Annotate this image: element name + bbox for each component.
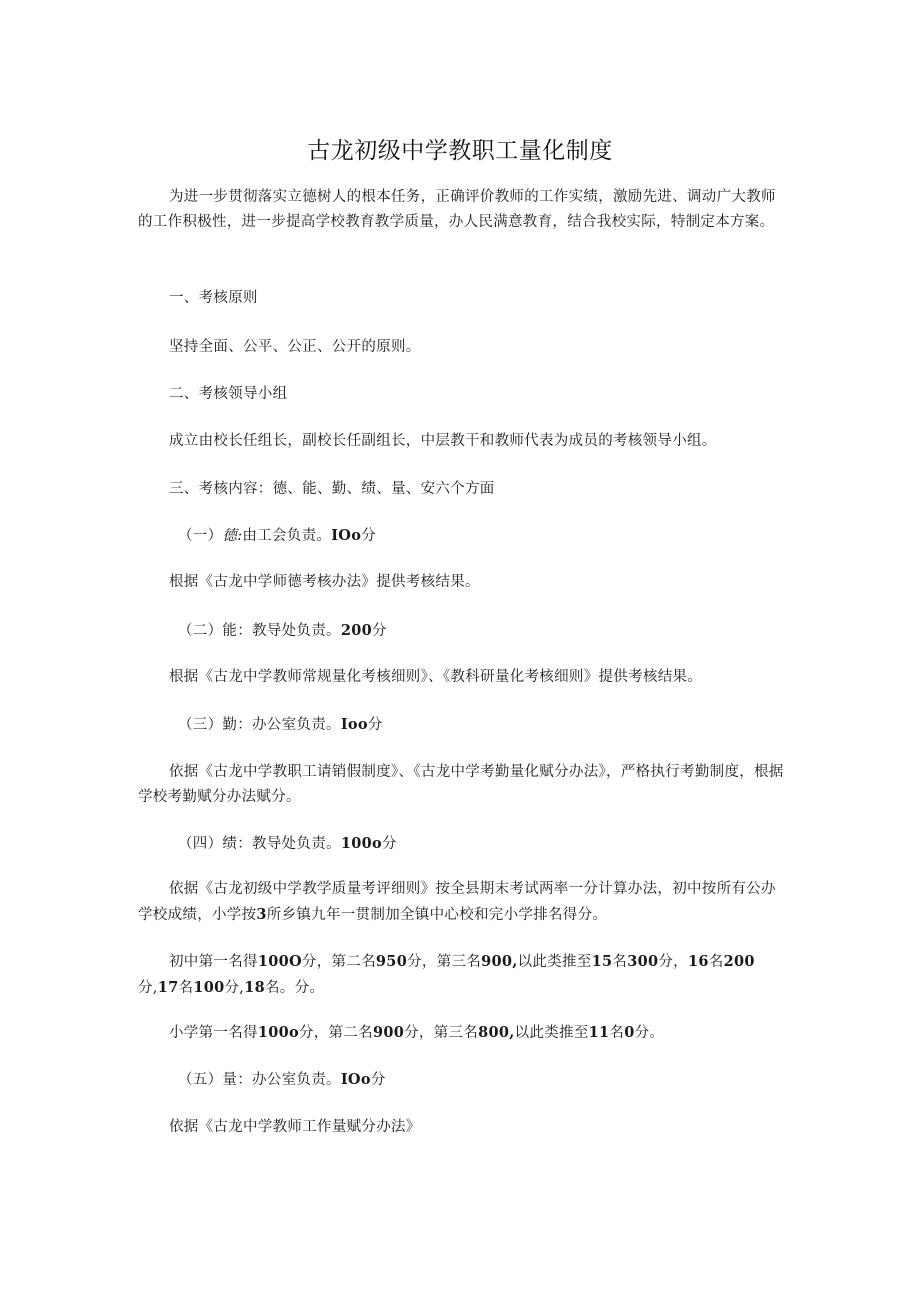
section2-body: 成立由校长任组长，副校长任副组长，中层教干和教师代表为成员的考核领导小组。 — [169, 433, 717, 449]
primary-number: 800, — [478, 1024, 515, 1041]
junior-text: 名 — [708, 954, 724, 970]
item2-prefix: （二）能：教导处负责。 — [178, 623, 341, 639]
item1-prefix: （一） — [178, 528, 223, 544]
primary-number: 11 — [588, 1024, 610, 1041]
section1-body: 坚持全面、公平、公正、公开的原则。 — [169, 339, 421, 355]
item2-heading — [138, 618, 788, 644]
item2-body: 根据《古龙中学教师常规量化考核细则》、《教科研量化考核细则》提供考核结果。 — [169, 669, 703, 685]
item5-heading — [138, 1067, 788, 1093]
junior-number: 300 — [627, 953, 659, 970]
junior-number: 15 — [591, 953, 613, 970]
item3-heading — [138, 712, 788, 738]
primary-number: 900 — [372, 1024, 405, 1041]
junior-number: 200 — [723, 953, 755, 970]
primary-text: 小学第一名得 — [169, 1025, 258, 1041]
junior-text: 分, — [224, 980, 245, 996]
item5-unit: 分 — [370, 1072, 386, 1088]
section1-heading: 一、考核原则 — [169, 290, 258, 306]
intro-paragraph: 为进一步贯彻落实立德树人的根本任务，正确评价教师的工作实绩，激励先进、调动广大教师的工作积极性，进一步提高学校教育教学质量，办人民满意教育，结合我校实际，特制定本方案。 — [138, 189, 776, 230]
item1-desc: 由工会负责。 — [242, 528, 332, 544]
junior-number: 950 — [375, 953, 408, 970]
item1-unit: 分 — [361, 528, 377, 544]
item4-junior-ranking — [138, 949, 788, 1001]
item4-body-text-a: 依据《古龙初级中学教学质量考评细则》按全县期末考试两率一分计算办法，初中按所有公办学校成绩，小学按 — [138, 881, 776, 923]
junior-text: 名 — [178, 980, 194, 996]
junior-text: 以此类推至 — [517, 954, 592, 970]
item3-body: 依据《古龙中学教职工请销假制度》、《古龙中学考勤量化赋分办法》，严格执行考勤制度，根据学校考勤赋分办法赋分。 — [138, 764, 784, 805]
primary-text: 分，第二名 — [298, 1025, 373, 1041]
item4-unit: 分 — [381, 836, 397, 852]
primary-text: 以此类推至 — [514, 1025, 589, 1041]
junior-text: 名 — [612, 954, 628, 970]
item4-body — [138, 877, 788, 928]
item1-body: 根据《古龙中学师德考核办法》提供考核结果。 — [169, 574, 480, 590]
item4-prefix: （四）绩：教导处负责。 — [178, 836, 341, 852]
item1-score: IOo — [331, 527, 362, 544]
junior-number: 17 — [157, 979, 179, 996]
item5-prefix: （五）量：办公室负责。 — [178, 1072, 341, 1088]
primary-number: 100o — [257, 1024, 299, 1041]
item3-prefix: （三）勤：办公室负责。 — [178, 717, 341, 733]
junior-text: 分，第二名 — [301, 954, 376, 970]
item4-score: 100o — [340, 835, 382, 852]
item2-score: 200 — [340, 622, 372, 639]
item4-body-text-b: 所乡镇九年一贯制加全镇中心校和完小学排名得分。 — [266, 907, 608, 923]
item3-unit: 分 — [367, 717, 383, 733]
junior-text: 分，第三名 — [407, 954, 482, 970]
item2-unit: 分 — [371, 623, 387, 639]
document-title: 古龙初级中学教职工量化制度 — [307, 138, 613, 164]
junior-text: 分, — [138, 980, 158, 996]
item4-body-number: 3 — [256, 906, 267, 923]
item4-primary-ranking — [138, 1020, 788, 1046]
item1-heading — [138, 523, 788, 549]
section3-heading: 三、考核内容：德、能、勤、绩、量、安六个方面 — [169, 481, 495, 497]
junior-number: 100O — [257, 953, 302, 970]
section2-heading: 二、考核领导小组 — [169, 386, 288, 402]
junior-number: 900, — [481, 953, 518, 970]
item3-score: Ioo — [340, 716, 368, 733]
junior-text: 分， — [658, 954, 688, 970]
item4-heading — [138, 831, 788, 857]
primary-text: 名 — [609, 1025, 625, 1041]
junior-text: 初中第一名得 — [169, 954, 258, 970]
junior-number: 18 — [244, 979, 265, 996]
item5-score: IOo — [340, 1071, 371, 1088]
primary-number: 0 — [624, 1024, 635, 1041]
primary-text: 分，第三名 — [404, 1025, 479, 1041]
junior-number: 100 — [193, 979, 225, 996]
junior-text: 名。分。 — [264, 980, 325, 996]
primary-text: 分。 — [634, 1025, 665, 1041]
item1-name: 德: — [222, 528, 243, 544]
item5-body: 依据《古龙中学教师工作量赋分办法》 — [169, 1119, 421, 1135]
junior-number: 16 — [687, 953, 709, 970]
